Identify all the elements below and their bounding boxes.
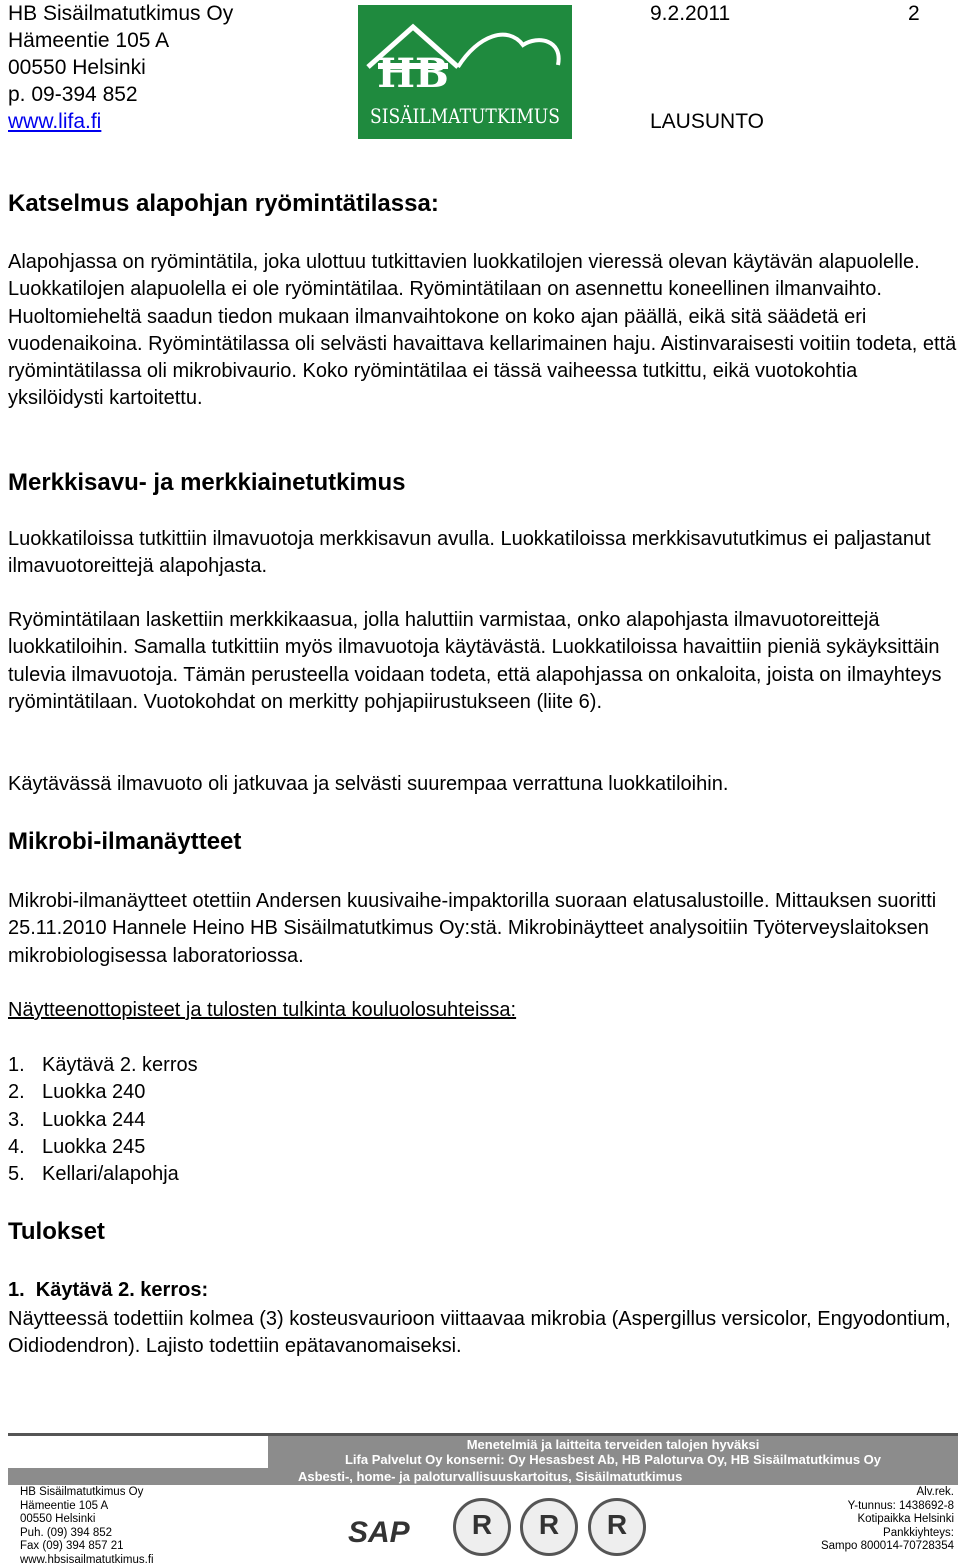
heading-results: Tulokset [8,1218,105,1246]
logo-initials: HB [377,50,449,97]
list-item: 4. Luokka 245 [8,1134,198,1161]
certificate-seal-icon: R [453,1498,511,1556]
result-item-heading: 1. Käytävä 2. kerros: [8,1279,208,1302]
tracer-paragraph-2: Ryömintätilaan laskettiin merkkikaasua, jolla haluttiin varmistaa, onko alapohjasta ilmavuotoreittejä luokkatiloihin. Samalla tutkittiin myös ilmavuotoja käytävästä. Luokkatiloissa havaittiin pieniä sykäyksittäin tulevia ilmavuotoja. Tämän perusteella voidaan todeta, että alapohjassa on onkaloita, joista on ilmayhteys ryömintätilaan. Vuotokohdat on merkitty pohjapiirustukseen (liite 6). [8,607,958,716]
footer-group: Lifa Palvelut Oy konserni: Oy Hesasbest Ab, HB Paloturva Oy, HB Sisäilmatutkimus Oy [268,1452,958,1467]
hb-logo [358,5,572,139]
phone-number: p. 09-394 852 [8,81,138,108]
list-item: 3. Luokka 244 [8,1107,198,1134]
footer-services-strip [8,1468,958,1485]
footer-website-link[interactable]: www.hbsisailmatutkimus.fi [20,1554,154,1567]
document-date: 9.2.2011 [650,0,730,27]
microbe-paragraph: Mikrobi-ilmanäytteet otettiin Andersen kuusivaihe-impaktorilla suoraan elatusalustoille. Mittauksen suoritti 25.11.2010 Hannele Heino HB Sisäilmatutkimus Oy:stä. Mikrobinäytteet analysoitiin Työterveyslaitoksen mikrobiologisessa laboratoriossa. [8,888,958,970]
sampling-points-subheading: Näytteenottopisteet ja tulosten tulkinta kouluolosuhteissa: [8,997,958,1024]
footer-address: HB Sisäilmatutkimus Oy Hämeentie 105 A 00550 Helsinki Puh. (09) 394 852 Fax (09) 394 857 21 www.hbsisailmatutkimus.fi [20,1486,154,1567]
footer-company-info: Alv.rek. Y-tunnus: 1438692-8 Kotipaikka Helsinki Pankkiyhteys: Sampo 800014-70728354 [821,1486,954,1554]
company-name: HB Sisäilmatutkimus Oy [8,0,233,27]
result-item-text: Näytteessä todettiin kolmea (3) kosteusvaurioon viittaavaa mikrobia (Aspergillus versicolor, Engyodontium, Oidiodendron). Lajisto todettiin epätavanomaiseksi. [8,1306,958,1361]
heading-tracer-study: Merkkisavu- ja merkkiainetutkimus [8,469,406,497]
footer-services: Asbesti-, home- ja paloturvallisuuskartoitus, Sisäilmatutkimus [298,1468,682,1485]
certificate-seal-icon: R [520,1498,578,1556]
footer-banner [268,1436,958,1468]
crawlspace-text: Alapohjassa on ryömintätila, joka ulottuu tutkittavien luokkatilojen vieressä olevan käytävän alapuolelle. Luokkatilojen alapuolella ei ole ryömintätilaa. Ryömintätilaan on asennettu koneellinen ilmanvaihto. Huoltomieheltä saadun tiedon mukaan ilmanvaihtokone on koko ajan päällä, eikä sitä säädetä eri vuodenaikoina. Ryömintätilassa oli selvästi havaittava kellarimainen haju. Aistinvaraisesti voitiin todeta, että ryömintätilassa oli mikrobivaurio. Koko ryömintätilaa ei tässä vaiheessa tutkittu, eikä vuotokohtia yksilöidysti kartoitettu. [8,249,958,413]
street-address: Hämeentie 105 A [8,27,169,54]
sap-logo: SAP [348,1516,410,1550]
house-logo-icon [358,5,572,139]
document-type: LAUSUNTO [650,108,764,135]
list-item: 1. Käytävä 2. kerros [8,1052,198,1079]
list-item: 5. Kellari/alapohja [8,1161,198,1188]
sampling-points-list [8,1052,198,1188]
footer-tagline: Menetelmiä ja laitteita terveiden talojen hyväksi [268,1437,958,1452]
website-link[interactable]: www.lifa.fi [8,108,101,135]
page-number: 2 [908,0,920,27]
certificate-seal-icon: R [588,1498,646,1556]
list-item: 2. Luokka 240 [8,1079,198,1106]
tracer-paragraph-3: Käytävässä ilmavuoto oli jatkuvaa ja selvästi suurempaa verrattuna luokkatiloihin. [8,771,958,798]
tracer-paragraph-1: Luokkatiloissa tutkittiin ilmavuotoja merkkisavun avulla. Luokkatiloissa merkkisavututkimus ei paljastanut ilmavuotoreittejä alapohjasta. [8,526,958,581]
postal-address: 00550 Helsinki [8,54,146,81]
heading-crawlspace: Katselmus alapohjan ryömintätilassa: [8,190,439,218]
logo-wordmark: SISÄILMATUTKIMUS [370,104,560,128]
footer [8,1436,958,1563]
heading-microbe-samples: Mikrobi-ilmanäytteet [8,828,241,856]
